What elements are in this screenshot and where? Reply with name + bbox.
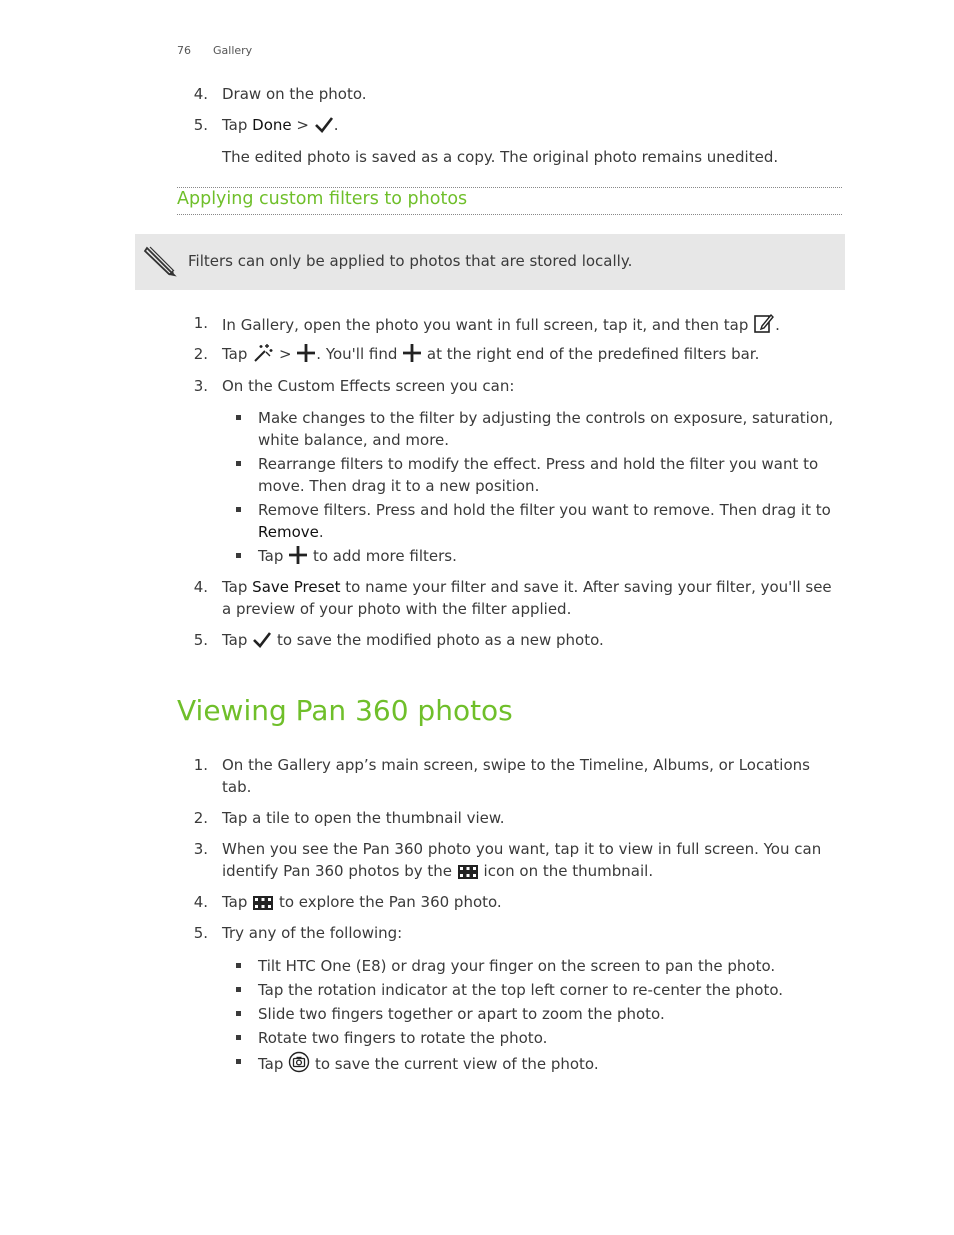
plus-icon (296, 343, 316, 363)
pan-step-4: 4. Tap to explore the Pan 360 photo. (193, 893, 502, 911)
step-4-draw: 4. Draw on the photo. (193, 85, 367, 103)
filter-step-1: 1. In Gallery, open the photo you want in full screen, tap it, and then tap . (193, 314, 780, 334)
note-text: Filters can only be applied to photos that are stored locally. (188, 252, 633, 270)
section-name: Gallery (213, 44, 253, 57)
pan-step-1: 1. On the Gallery app’s main screen, swipe to the Timeline, Albums, or Locations tab. (193, 756, 810, 796)
list-item: Tap to save the current view of the photo. (236, 1051, 836, 1075)
pan360-icon (252, 895, 274, 911)
page-header (177, 44, 252, 57)
plus-icon (288, 545, 308, 565)
list-item: Remove filters. Press and hold the filter you want to remove. Then drag it to Remove. (236, 499, 836, 543)
pan-step-3: 3. When you see the Pan 360 photo you want, tap it to view in full screen. You can identify Pan 360 photos by the icon on the thumbnail. (193, 840, 822, 880)
heading-pan-360: Viewing Pan 360 photos (177, 694, 513, 727)
list-item: Slide two fingers together or apart to zoom the photo. (236, 1003, 836, 1025)
pan-step-2: 2. Tap a tile to open the thumbnail view. (193, 809, 505, 827)
pan-step-5: 5. Try any of the following: (193, 924, 403, 942)
camera-icon (288, 1051, 310, 1073)
checkmark-icon (314, 116, 334, 134)
filter-step-3: 3. On the Custom Effects screen you can: (193, 377, 515, 395)
remove-label: Remove (258, 523, 319, 541)
list-item: Rearrange filters to modify the effect. Press and hold the filter you want to move. Then drag it to a new position. (236, 453, 836, 497)
filter-step-2: 2. Tap > . You'll find at the right end of the predefined filters bar. (193, 345, 760, 363)
list-item: Make changes to the filter by adjusting the controls on exposure, saturation, white balance, and more. (236, 407, 836, 451)
pencil-icon (143, 244, 177, 278)
section-title: Applying custom filters to photos (177, 189, 468, 209)
list-item: Tap to add more filters. (236, 545, 836, 567)
save-preset-label: Save Preset (252, 578, 341, 596)
step-5-tap-done: 5. Tap Done > . (193, 116, 339, 134)
filter-step-4: 4. Tap Save Preset to name your filter and save it. After saving your filter, you'll see a preview of your photo with the filter applied. (193, 578, 832, 618)
done-label: Done (252, 116, 292, 134)
pan360-icon (457, 864, 479, 880)
magic-wand-icon (252, 343, 274, 363)
edit-icon (753, 312, 775, 334)
list-item: Tilt HTC One (E8) or drag your finger on the screen to pan the photo. (236, 955, 836, 977)
note-callout (135, 234, 845, 290)
checkmark-icon (252, 631, 272, 649)
edited-note: The edited photo is saved as a copy. The original photo remains unedited. (222, 148, 779, 166)
filter-step-5: 5. Tap to save the modified photo as a new photo. (193, 631, 604, 649)
plus-icon (402, 343, 422, 363)
section-rule-bottom (177, 214, 842, 215)
section-rule-top (177, 187, 842, 188)
page-number: 76 (177, 44, 191, 57)
list-item: Tap the rotation indicator at the top left corner to re-center the photo. (236, 979, 836, 1001)
list-item: Rotate two fingers to rotate the photo. (236, 1027, 836, 1049)
